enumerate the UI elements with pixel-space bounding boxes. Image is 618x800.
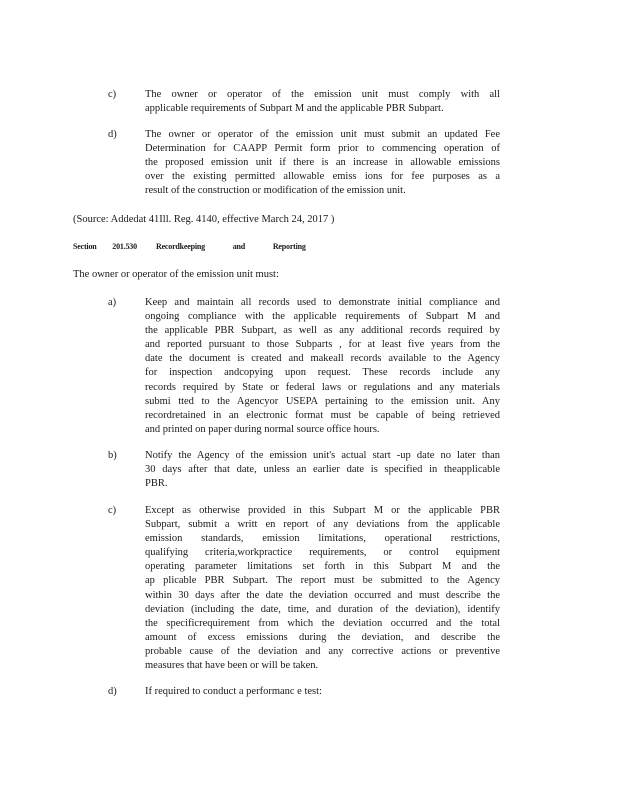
list-item-text (145, 296, 500, 437)
text-line: applicable requirements of Subpart M and the applicable PBR Subpart. (145, 103, 444, 115)
list-marker: a) (108, 297, 117, 308)
section-title: Recordkeeping and Reporting (156, 242, 306, 251)
text-line: Subpart, submit a writt en report of any deviations from the applicable (145, 519, 500, 531)
text-line: over the existing permitted allowable emiss ions for fee purposes as a (145, 171, 500, 183)
list-item-text (145, 88, 500, 116)
list-item-text (145, 504, 500, 673)
list-item-text (145, 449, 500, 491)
list-marker: b) (108, 450, 117, 461)
text-line: and reported pursuant to those Subparts , for at least five years from the (145, 339, 500, 351)
source-note: (Source: Addedat 41Ill. Reg. 4140, effective March 24, 2017 ) (73, 214, 335, 225)
text-line: submi tted to the Agencyor USEPA pertaining to the emission unit. Any (145, 395, 500, 407)
text-line: probable cause of the deviation and any corrective actions or preventive (145, 645, 500, 657)
text-line: result of the construction or modification of the emission unit. (145, 185, 406, 197)
list-marker: d) (108, 686, 117, 697)
text-line: ongoing compliance with the applicable requirements of Subpart M and (145, 311, 500, 323)
text-line: the proposed emission unit if there is an increase in allowable emissions (145, 157, 500, 169)
text-line: recordretained in an electronic format must be capable of being retrieved (145, 409, 500, 421)
text-line: If required to conduct a performanc e test: (145, 686, 322, 697)
text-line: the specificrequirement from which the deviation occurred and the total (145, 617, 500, 629)
text-line: date the document is created and makeall records available to the Agency (145, 353, 500, 365)
text-line: The owner or operator of the emission unit must submit an updated Fee (145, 129, 500, 140)
text-line: Determination for CAAPP Permit form prior to commencing operation of (145, 143, 500, 155)
text-line: the applicable PBR Subpart, as well as any additional records required by (145, 325, 500, 337)
intro-text: The owner or operator of the emission unit must: (73, 269, 279, 280)
text-line: emission standards, emission limitations, operational restrictions, (145, 533, 500, 545)
text-line: for inspection andcopying upon request. These records include any (145, 367, 500, 379)
text-line: The owner or operator of the emission unit must comply with all (145, 89, 500, 100)
text-line: operating parameter limitations set forth in this Subpart M and the (145, 561, 500, 573)
text-line: qualifying criteria,workpractice requirements, or control equipment (145, 547, 500, 559)
text-line: Notify the Agency of the emission unit's actual start -up date no later than (145, 450, 500, 461)
text-line: within 30 days after the date the deviation occurred and must describe the (145, 589, 500, 601)
section-number: Section 201.530 (73, 242, 137, 251)
section-heading (73, 242, 306, 252)
list-marker: c) (108, 89, 117, 100)
list-item-text (145, 128, 500, 198)
text-line: and printed on paper during normal source office hours. (145, 423, 380, 435)
text-line: ap plicable PBR Subpart. The report must be submitted to the Agency (145, 575, 500, 587)
text-line: records required by State or federal laws or regulations and any materials (145, 381, 500, 393)
text-line: PBR. (145, 478, 168, 490)
list-marker: c) (108, 505, 117, 516)
text-line: amount of excess emissions during the deviation, and describe the (145, 631, 500, 643)
text-line: 30 days after that date, unless an earlier date is specified in theapplicable (145, 464, 500, 476)
list-item-text (145, 685, 500, 699)
text-line: deviation (including the date, time, and duration of the deviation), identify (145, 603, 500, 615)
text-line: measures that have been or will be taken. (145, 660, 319, 672)
text-line: Except as otherwise provided in this Subpart M or the applicable PBR (145, 505, 500, 516)
list-marker: d) (108, 129, 117, 140)
text-line: Keep and maintain all records used to demonstrate initial compliance and (145, 297, 500, 308)
